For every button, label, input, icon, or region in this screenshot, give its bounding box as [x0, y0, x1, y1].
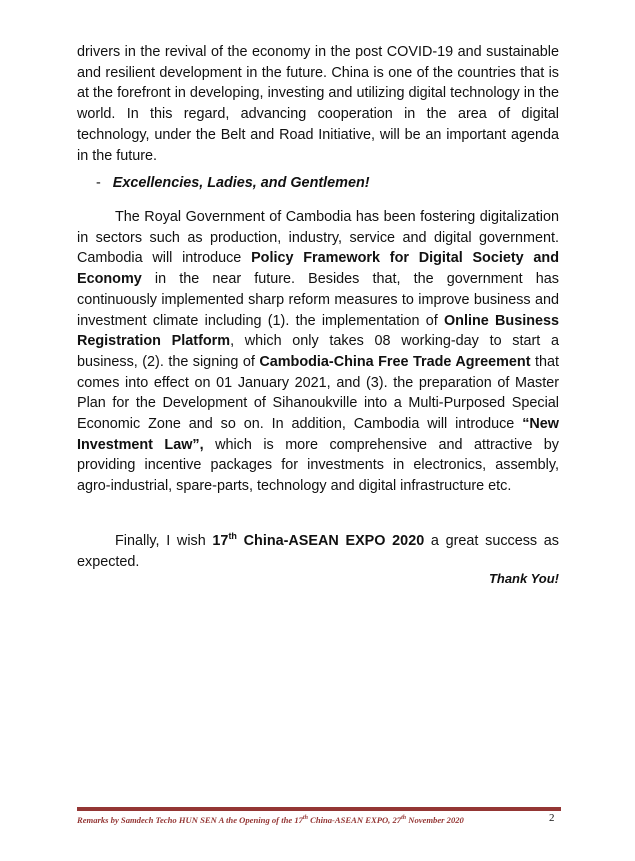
- bullet-dash: -: [96, 175, 101, 191]
- footer-rule: [77, 807, 561, 811]
- text-run: The Royal Government of Cambodia has been fostering digitalization in sectors such as production, industry, service and digital government. Cambodia will introduce: [77, 209, 559, 267]
- salutation-text: Excellencies, Ladies, and Gentlemen!: [112, 175, 370, 191]
- footer-part: China-ASEAN EXPO, 27: [307, 815, 402, 825]
- bold-fta: Cambodia-China Free Trade Agreement: [259, 353, 531, 370]
- bold-online-registration: Online Business Registration Platform: [77, 312, 560, 350]
- footer-sup: th: [302, 815, 308, 822]
- text-run: Finally, I wish: [115, 533, 213, 549]
- ordinal-suffix: th: [228, 531, 237, 542]
- paragraph-cambodia-reforms: [77, 207, 559, 497]
- expo-number: 17: [212, 533, 229, 549]
- expo-title: China-ASEAN EXPO 2020: [236, 533, 425, 549]
- footer-part: Remarks by Samdech Techo HUN SEN A the Opening of the 17: [77, 815, 303, 825]
- bold-policy-framework: Policy Framework for Digital Society and Economy: [77, 250, 559, 288]
- salutation-heading: [96, 173, 566, 193]
- text-run: which is more comprehensive and attractive by providing incentive packages for investments in electronics, assembly, agro-industrial, spare-parts, technology and digital infrastructure etc.: [77, 436, 560, 495]
- page-number: 2: [549, 812, 555, 824]
- text-run: that comes into effect on 01 January 2021, and (3). the preparation of Master Plan for the Development of Sihanoukville into a Multi-Purposed Special Economic Zone and so on. In addition, Cambodia will introduce: [77, 353, 559, 433]
- footer-caption: [77, 815, 561, 825]
- footer-sup: th: [401, 815, 407, 822]
- bold-expo-name: [212, 533, 424, 549]
- footer-part: November 2020: [406, 815, 464, 825]
- closing-thank-you: Thank You!: [488, 571, 559, 586]
- paragraph-closing-wish: [77, 531, 559, 572]
- paragraph-digital-technology: drivers in the revival of the economy in the post COVID-19 and sustainable and resilient development in the future. China is one of the countries that is at the forefront in developing, investing and utilizing digital technology in the world. In this regard, advancing cooperation in the area of digital technology, under the Belt and Road Initiative, will be an important agenda in the future.: [77, 44, 559, 164]
- text-run: in the near future. Besides that, the government has continuously implemented sharp reform measures to improve business and investment climate including (1). the implementation of: [77, 271, 559, 329]
- text-run: a great success as expected.: [77, 533, 560, 570]
- text-run: , which only takes 08 working-day to start a business, (2). the signing of: [77, 333, 560, 370]
- bold-investment-law: “New Investment Law”,: [77, 416, 559, 453]
